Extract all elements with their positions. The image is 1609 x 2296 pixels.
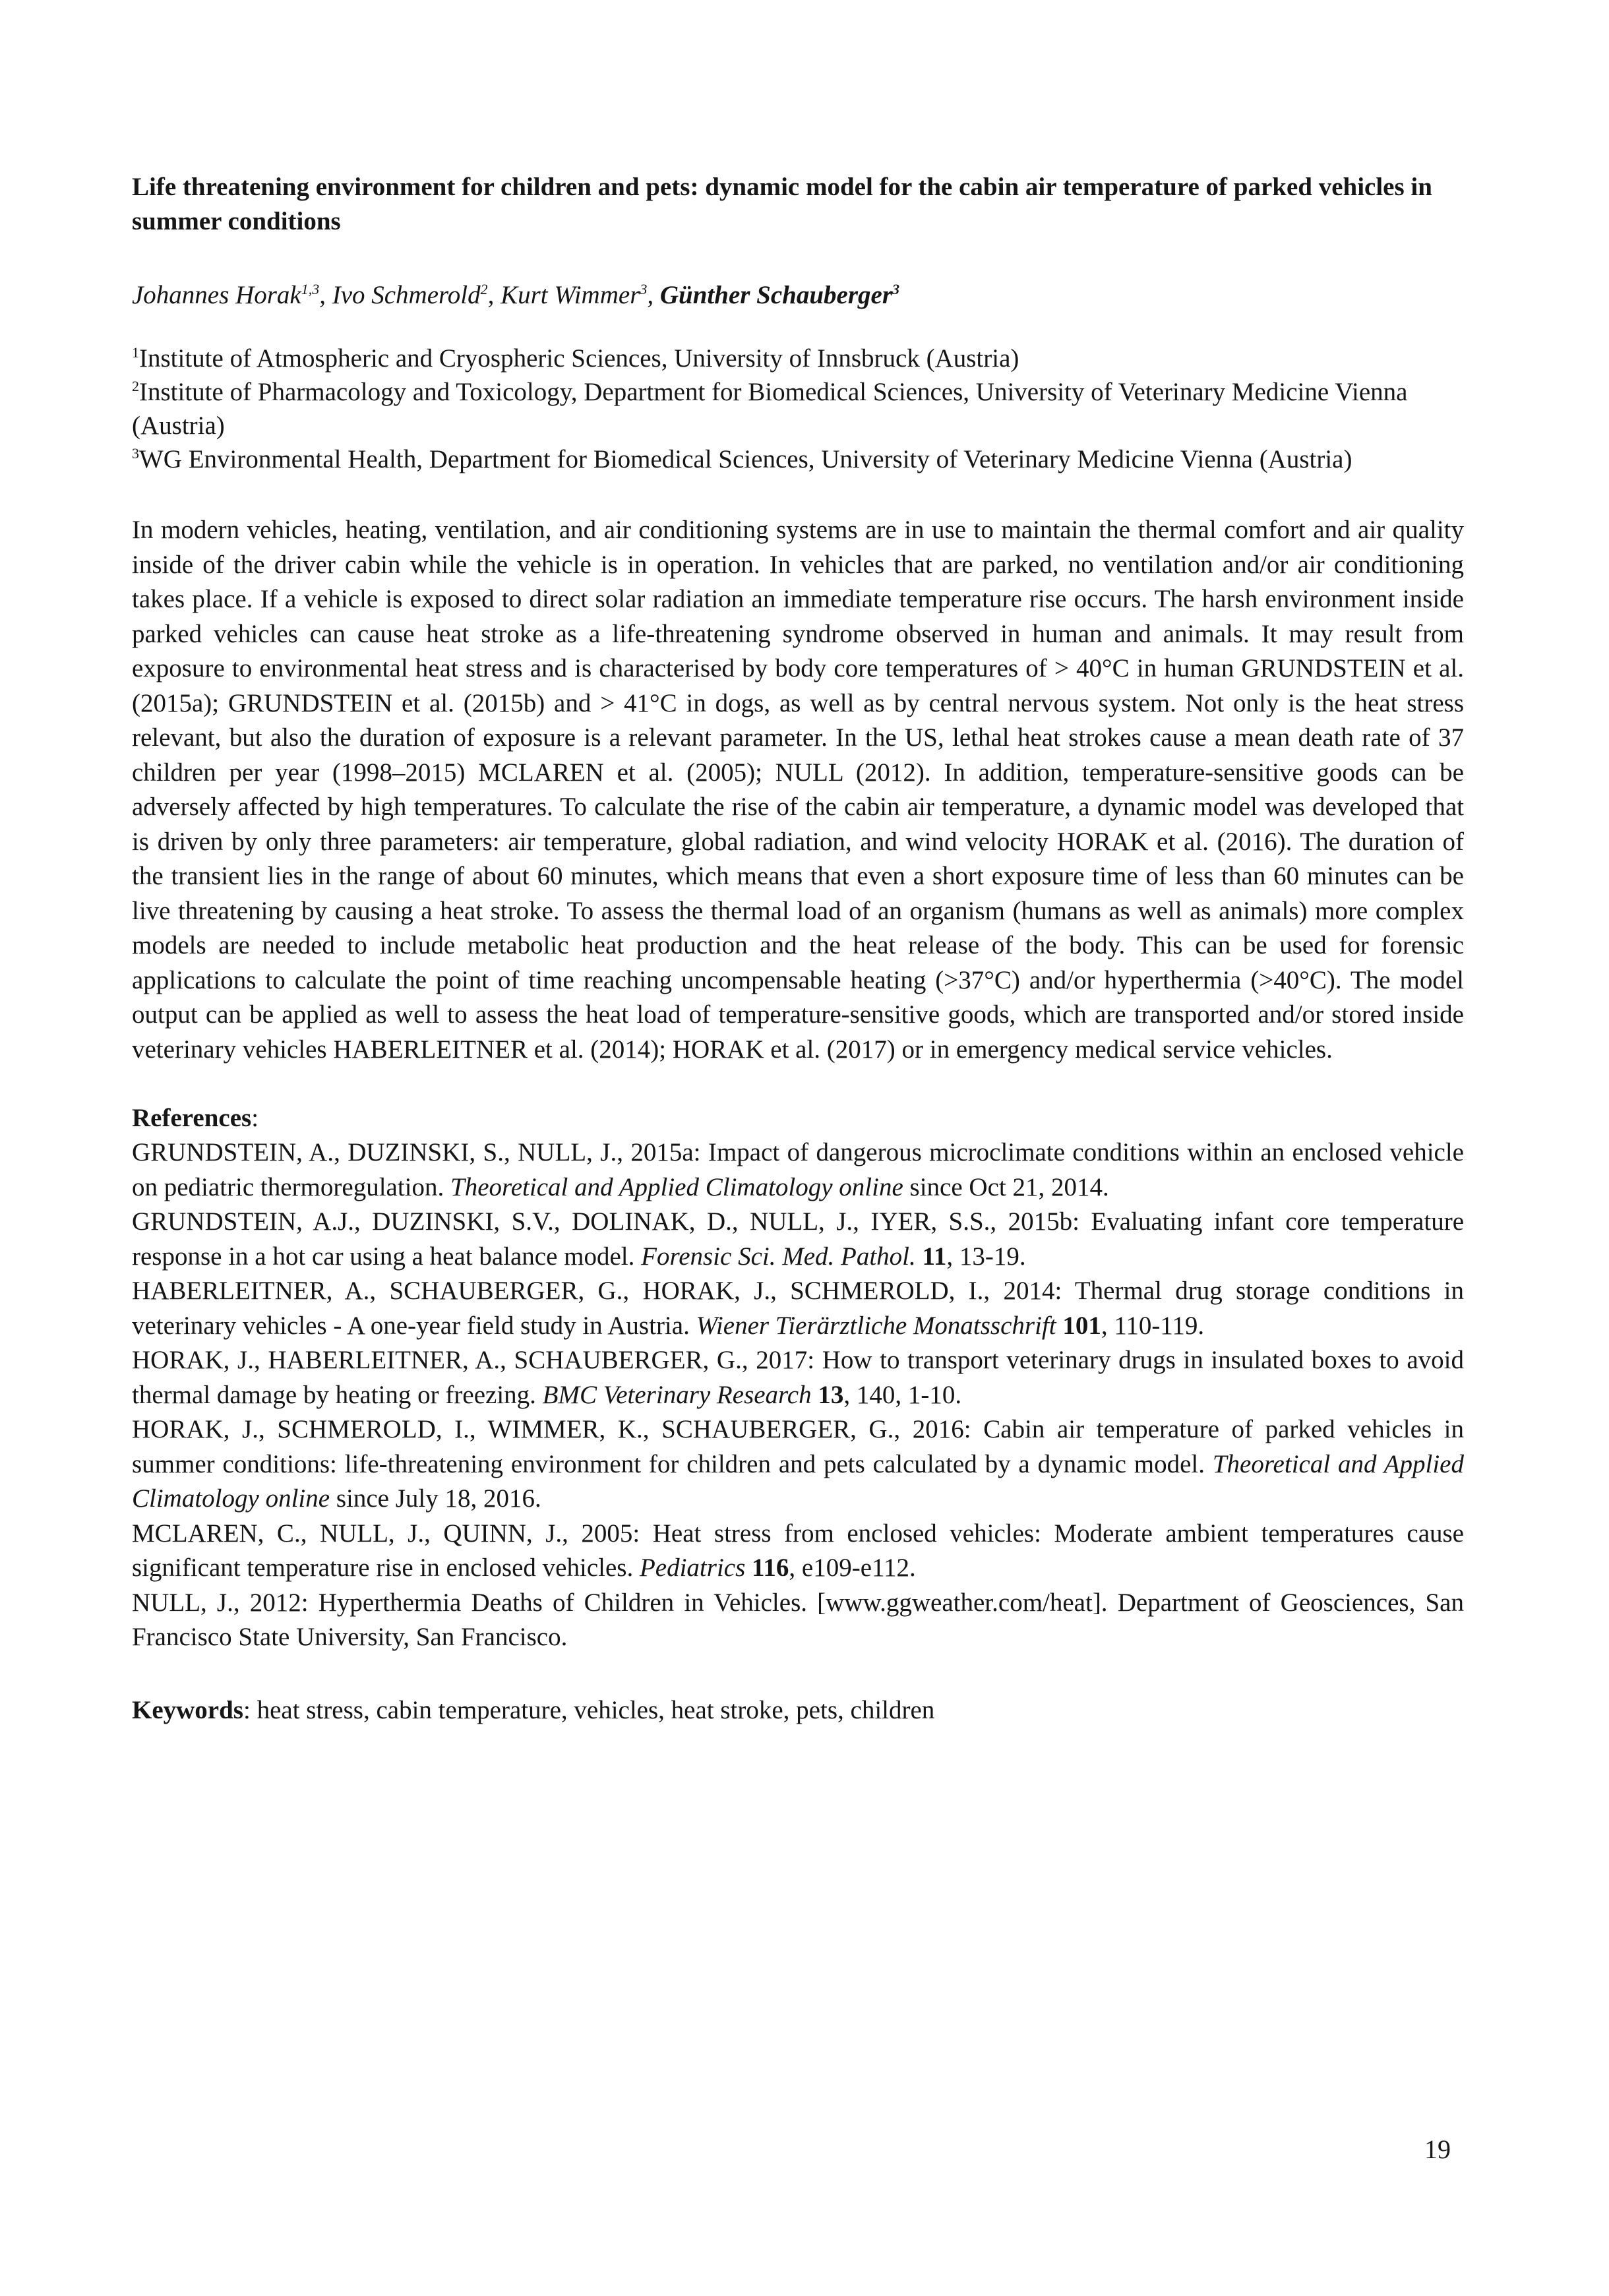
- reference-journal: Pediatrics: [639, 1554, 746, 1582]
- reference-entry: [132, 1586, 1464, 1655]
- author: [332, 281, 501, 309]
- reference-pages: , 110-119.: [1101, 1311, 1205, 1340]
- reference-volume: 13: [811, 1380, 844, 1409]
- author-separator: ,: [319, 281, 332, 309]
- reference-journal: Wiener Tierärztliche Monatsschrift: [696, 1311, 1056, 1340]
- reference-text: NULL, J., 2012: Hyperthermia Deaths of Children in Vehicles. [www.ggweather.com/heat]. Department of Geosciences, San Francisco State University, San Francisco.: [132, 1588, 1464, 1651]
- paper-page: [132, 170, 1464, 1753]
- author-affiliation-mark: 3: [892, 281, 900, 297]
- affiliation: [132, 375, 1464, 442]
- page-number: 19: [1424, 2134, 1451, 2164]
- affiliation-text: WG Environmental Health, Department for Biomedical Sciences, University of Veterinary Medicine Vienna (Austria): [139, 445, 1352, 473]
- affiliation-number: 2: [132, 378, 139, 394]
- references-section: [132, 1101, 1464, 1655]
- reference-text: HABERLEITNER, A., SCHAUBERGER, G., HORAK, J., SCHMEROLD, I., 2014: Thermal drug storage conditions in veterinary vehicles - A one-year field study in Austria.: [132, 1277, 1464, 1340]
- reference-journal: BMC Veterinary Research: [542, 1380, 812, 1409]
- reference-volume: 11: [915, 1242, 947, 1271]
- keywords-colon: :: [243, 1695, 251, 1724]
- reference-volume: 101: [1056, 1311, 1101, 1340]
- reference-entry: [132, 1205, 1464, 1274]
- author: [132, 281, 332, 309]
- keywords-text: heat stress, cabin temperature, vehicles, heat stroke, pets, children: [250, 1695, 935, 1724]
- reference-entry: [132, 1135, 1464, 1205]
- affiliation: [132, 342, 1464, 375]
- author-separator: ,: [647, 281, 660, 309]
- author-separator: ,: [487, 281, 501, 309]
- author-name: Kurt Wimmer: [501, 281, 640, 309]
- affiliation-list: [132, 342, 1464, 476]
- references-heading-colon: :: [251, 1104, 259, 1132]
- reference-pages: , 13-19.: [946, 1242, 1026, 1271]
- affiliation-number: 3: [132, 445, 139, 462]
- affiliation-text: Institute of Pharmacology and Toxicology, Department for Biomedical Sciences, University of Veterinary Medicine Vienna (Austria): [132, 378, 1408, 440]
- reference-pages: , e109-e112.: [789, 1554, 916, 1582]
- author-name: Günther Schauberger: [659, 281, 893, 309]
- author-affiliation-mark: 3: [640, 281, 648, 297]
- reference-pages: , 140, 1-10.: [843, 1380, 962, 1409]
- reference-journal: Theoretical and Applied Climatology online: [450, 1172, 903, 1201]
- reference-pages: since July 18, 2016.: [330, 1484, 541, 1513]
- reference-text: HORAK, J., HABERLEITNER, A., SCHAUBERGER, G., 2017: How to transport veterinary drugs in insulated boxes to avoid thermal damage by heating or freezing.: [132, 1346, 1464, 1409]
- author-name: Johannes Horak: [132, 281, 301, 309]
- affiliation: [132, 442, 1464, 476]
- reference-entry: [132, 1412, 1464, 1517]
- reference-journal: Forensic Sci. Med. Pathol.: [641, 1242, 916, 1271]
- reference-text: GRUNDSTEIN, A., DUZINSKI, S., NULL, J., 2015a: Impact of dangerous microclimate conditions within an enclosed vehicle on pediatric thermoregulation.: [132, 1138, 1464, 1201]
- author-affiliation-mark: 1,3: [301, 281, 320, 297]
- author-corresponding: [660, 281, 899, 309]
- paper-title: Life threatening environment for children and pets: dynamic model for the cabin air temperature of parked vehicles in summer conditions: [132, 173, 1432, 235]
- reference-journal: Theoretical and Applied Climatology online: [132, 1449, 1464, 1513]
- reference-entry: [132, 1343, 1464, 1412]
- reference-entry: [132, 1517, 1464, 1586]
- author-affiliation-mark: 2: [480, 281, 488, 297]
- reference-volume: 116: [745, 1554, 789, 1582]
- author: [501, 281, 660, 309]
- affiliation-text: Institute of Atmospheric and Cryospheric Sciences, University of Innsbruck (Austria): [139, 344, 1019, 373]
- reference-text: HORAK, J., SCHMEROLD, I., WIMMER, K., SCHAUBERGER, G., 2016: Cabin air temperature of parked vehicles in summer conditions: life-threatening environment for children and pets calculated by a dynamic model.: [132, 1415, 1464, 1478]
- references-heading-text: References: [132, 1104, 252, 1132]
- author-name: Ivo Schmerold: [332, 281, 481, 309]
- reference-text: MCLAREN, C., NULL, J., QUINN, J., 2005: Heat stress from enclosed vehicles: Moderate ambient temperatures cause significant temperature rise in enclosed vehicles.: [132, 1519, 1464, 1582]
- keywords-line: [132, 1693, 1464, 1728]
- author-list: [132, 280, 1464, 311]
- reference-pages: since Oct 21, 2014.: [903, 1172, 1109, 1201]
- abstract-body: In modern vehicles, heating, ventilation, and air conditioning systems are in use to maintain the thermal comfort and air quality inside of the driver cabin while the vehicle is in operation. In vehicles that are parked, no ventilation and/or air conditioning takes place. If a vehicle is exposed to direct solar radiation an immediate temperature rise occurs. The harsh environment inside parked vehicles can cause heat stroke as a life-threatening syndrome observed in human and animals. It may result from exposure to environmental heat stress and is characterised by body core temperatures of > 40°C in human GRUNDSTEIN et al. (2015a); GRUNDSTEIN et al. (2015b) and > 41°C in dogs, as well as by central nervous system. Not only is the heat stress relevant, but also the duration of exposure is a relevant parameter. In the US, lethal heat strokes cause a mean death rate of 37 children per year (1998–2015) MCLAREN et al. (2005); NULL (2012). In addition, temperature-sensitive goods can be adversely affected by high temperatures. To calculate the rise of the cabin air temperature, a dynamic model was developed that is driven by only three parameters: air temperature, global radiation, and wind velocity HORAK et al. (2016). The duration of the transient lies in the range of about 60 minutes, which means that even a short exposure time of less than 60 minutes can be live threatening by causing a heat stroke. To assess the thermal load of an organism (humans as well as animals) more complex models are needed to include metabolic heat production and the heat release of the body. This can be used for forensic applications to calculate the point of time reaching uncompensable heating (>37°C) and/or hyperthermia (>40°C). The model output can be applied as well to assess the heat load of temperature-sensitive goods, which are transported and/or stored inside veterinary vehicles HABERLEITNER et al. (2014); HORAK et al. (2017) or in emergency medical service vehicles.: [132, 516, 1464, 1064]
- reference-text: GRUNDSTEIN, A.J., DUZINSKI, S.V., DOLINAK, D., NULL, J., IYER, S.S., 2015b: Evaluating infant core temperature response in a hot car using a heat balance model.: [132, 1207, 1464, 1271]
- affiliation-number: 1: [132, 344, 139, 361]
- keywords-label: Keywords: [132, 1695, 243, 1724]
- reference-entry: [132, 1274, 1464, 1343]
- references-heading: [132, 1101, 1464, 1135]
